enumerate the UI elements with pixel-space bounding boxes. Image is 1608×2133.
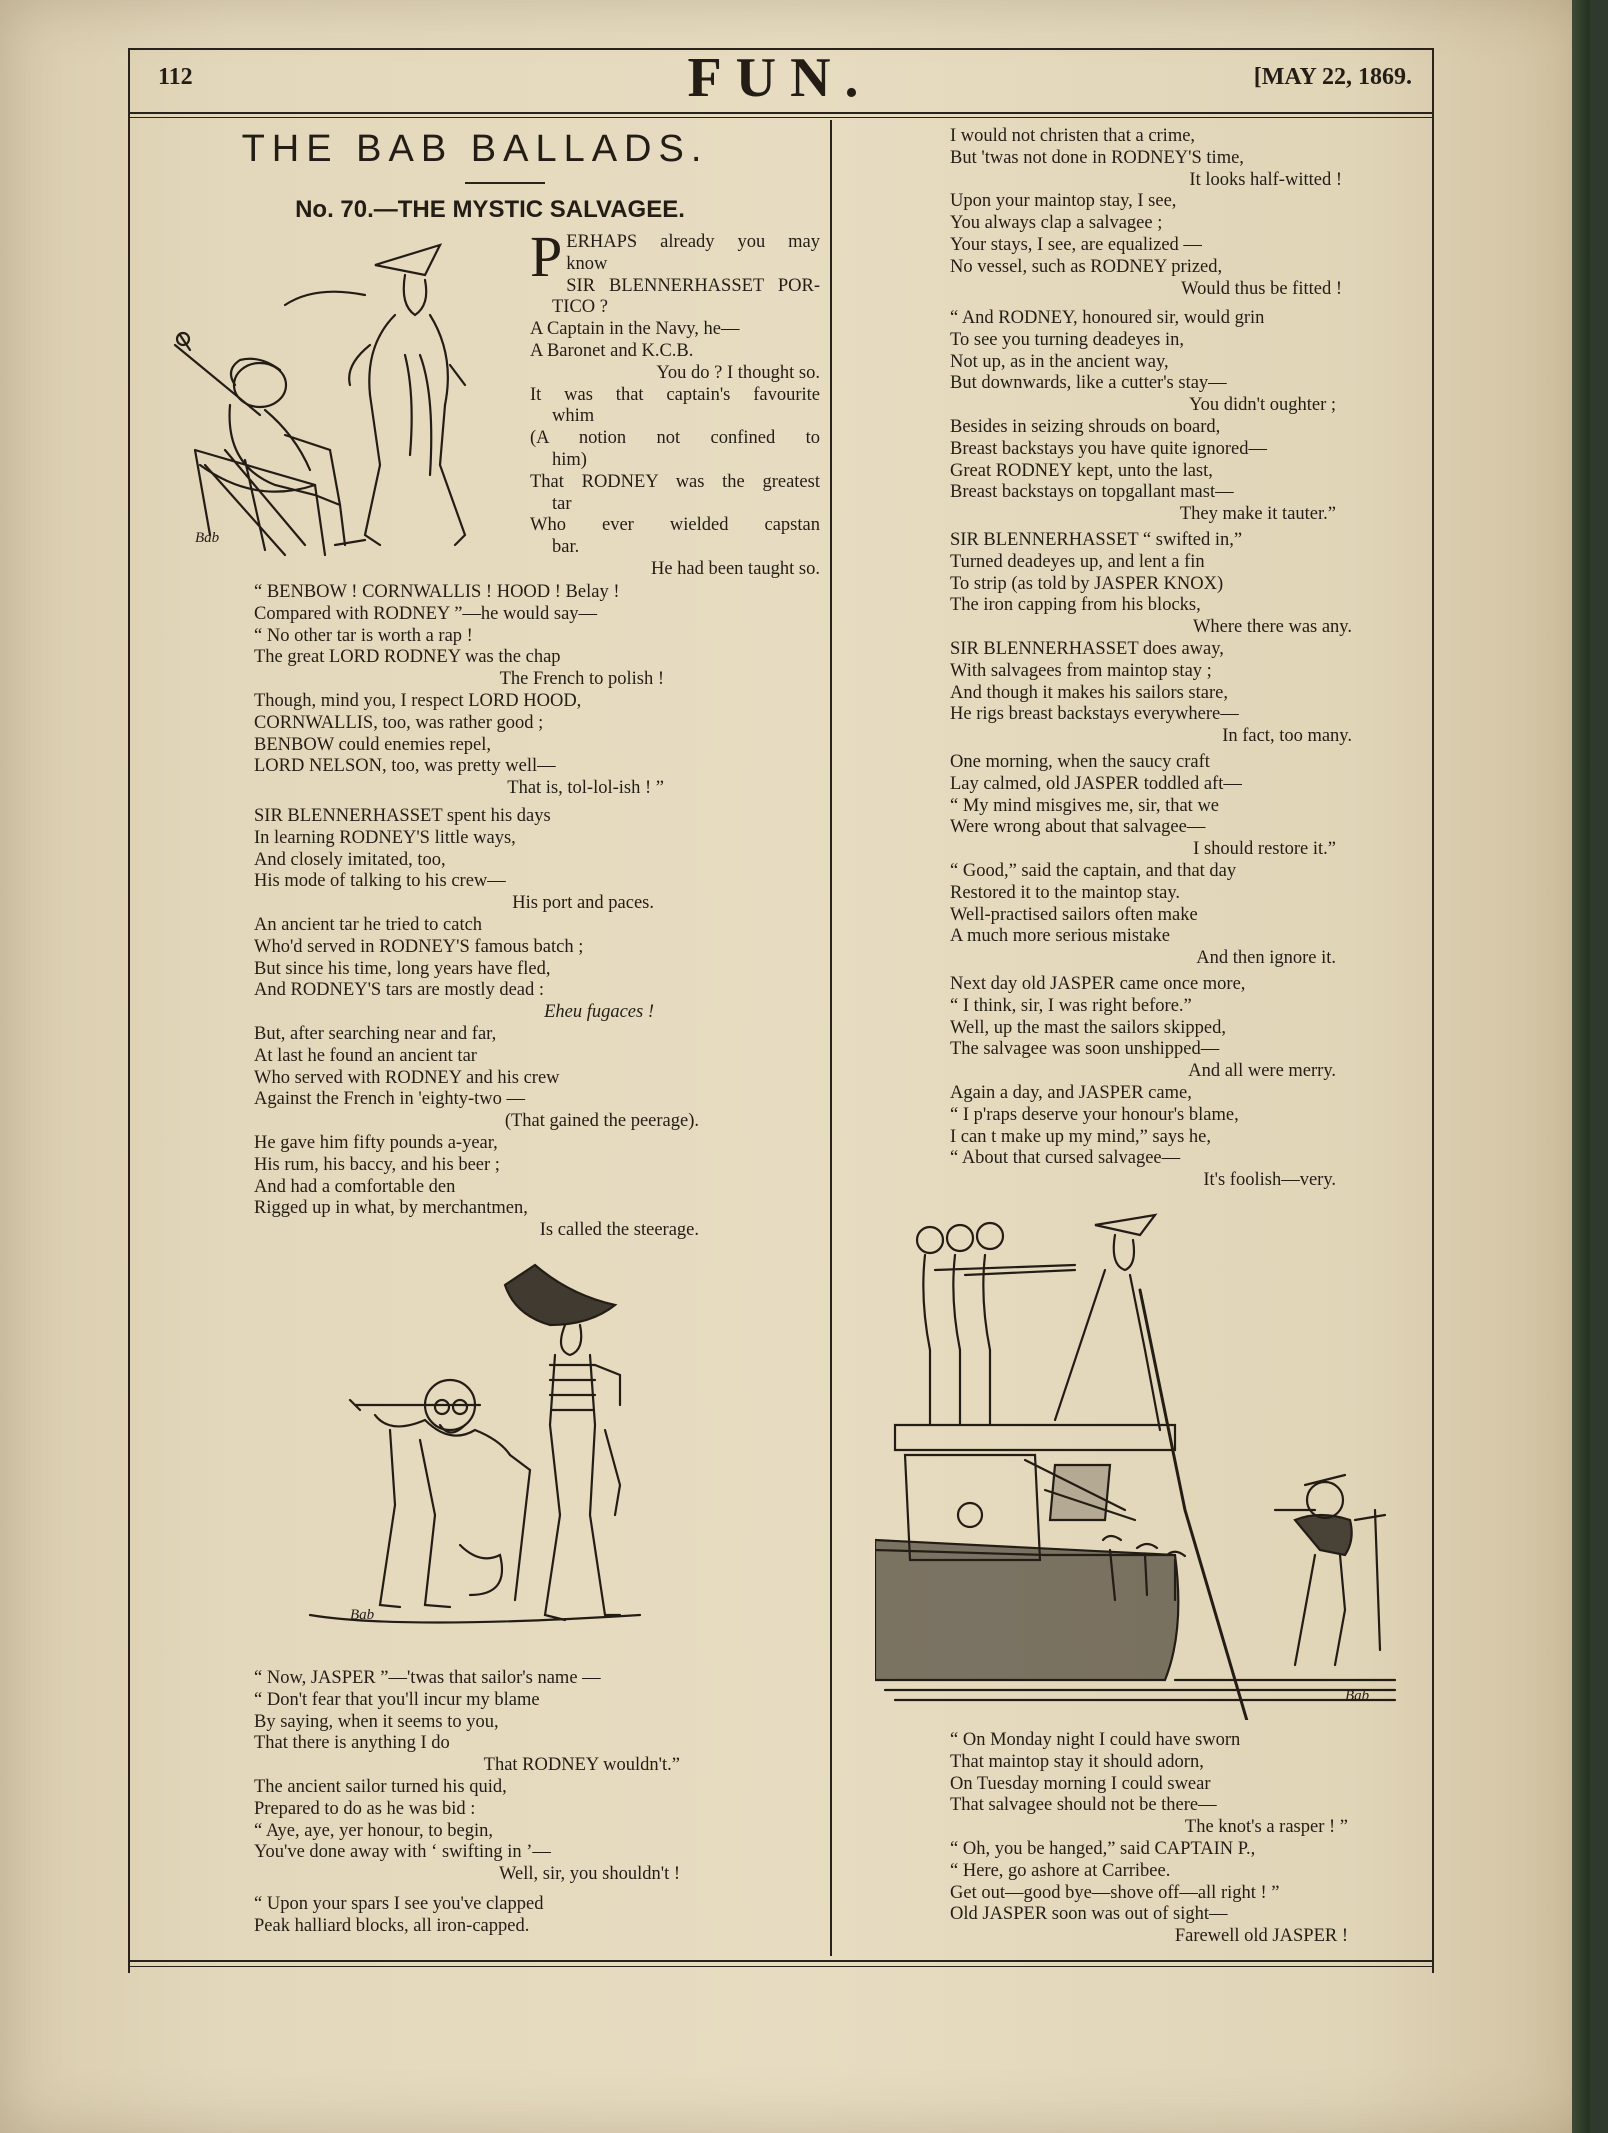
verse-line: [950, 1817, 1348, 1839]
verse-text: Rigged up in what, by merchantmen,: [254, 1198, 528, 1219]
verse-line: [950, 996, 1336, 1018]
verse-line: [254, 1111, 699, 1133]
verse-line: [950, 308, 1336, 330]
verse-line: [530, 559, 820, 581]
verse-line: [530, 494, 820, 516]
stanza: [254, 582, 664, 800]
verse-text: And though it makes his sailors stare,: [950, 682, 1228, 703]
verse-line: [254, 980, 654, 1002]
verse-line: [530, 319, 820, 341]
verse-line: [950, 148, 1342, 170]
verse-text: Were wrong about that salvagee—: [950, 817, 1206, 838]
verse-text: You've done away with ‘ swifting in ’—: [254, 1842, 551, 1863]
verse-line: [950, 461, 1336, 483]
verse-text: But downwards, like a cutter's stay—: [950, 373, 1227, 394]
stanza: [950, 530, 1352, 748]
verse-text: Who'd served in RODNEY'S famous batch ;: [254, 936, 584, 957]
frame-rule: [1432, 48, 1434, 1973]
verse-line: [254, 1024, 699, 1046]
verse-text: “ Here, go ashore at Carribee.: [950, 1860, 1171, 1881]
illustration-captain-and-sailor: [165, 235, 525, 565]
footer-rule: [128, 1966, 1433, 1967]
verse-line: [950, 395, 1336, 417]
verse-line: [950, 839, 1336, 861]
verse-line: [950, 126, 1342, 148]
verse-text: It's foolish—very.: [1203, 1170, 1336, 1191]
verse-text: TICO ?: [552, 297, 608, 318]
verse-line: [950, 1083, 1336, 1105]
verse-text: He had been taught so.: [650, 558, 820, 579]
verse-text: Not up, as in the ancient way,: [950, 351, 1169, 372]
verse-text: Your stays, I see, are equalized —: [950, 234, 1202, 255]
verse-text: By saying, when it seems to you,: [254, 1711, 499, 1732]
verse-text: That maintop stay it should adorn,: [950, 1751, 1204, 1772]
verse-text: I should restore it.”: [1193, 839, 1336, 860]
verse-text: (That gained the peerage).: [504, 1111, 699, 1132]
verse-text: BENBOW could enemies repel,: [254, 734, 492, 755]
verse-line: [950, 439, 1336, 461]
verse-text: Well-practised sailors often make: [950, 904, 1198, 925]
verse-text: Compared with RODNEY ”—he would say—: [254, 603, 598, 624]
verse-text: whim: [552, 406, 595, 427]
verse-line: [530, 515, 820, 537]
verse-text: His mode of talking to his crew—: [254, 871, 506, 892]
stanza: [950, 126, 1342, 300]
verse-line: [530, 537, 820, 559]
verse-text: It was that captain's favourite: [530, 384, 820, 405]
verse-text: Though, mind you, I respect LORD HOOD,: [254, 690, 582, 711]
verse-text: And then ignore it.: [1196, 948, 1336, 969]
verse-line: [254, 1712, 680, 1734]
verse-line: [254, 756, 664, 778]
verse-line: [254, 1864, 680, 1886]
verse-line: [950, 974, 1336, 996]
verse-line: [530, 472, 820, 494]
stanza: [950, 752, 1336, 970]
verse-line: [950, 1039, 1336, 1061]
verse-line: [950, 639, 1352, 661]
verse-text: him): [552, 449, 587, 470]
verse-text: “ And RODNEY, honoured sir, would grin: [950, 308, 1265, 328]
verse-text: Old JASPER soon was out of sight—: [950, 1904, 1228, 1925]
verse-text: I would not christen that a crime,: [950, 126, 1196, 146]
verse-text: bar.: [552, 537, 580, 558]
verse-line: [950, 1795, 1348, 1817]
verse-line: [254, 1821, 680, 1843]
issue-date: [MAY 22, 1869.: [1253, 64, 1412, 90]
verse-text: Against the French in 'eighty-two —: [254, 1089, 526, 1110]
verse-line: [254, 806, 654, 828]
verse-text: He gave him fifty pounds a-year,: [254, 1132, 498, 1153]
verse-line: [950, 883, 1336, 905]
verse-text: The French to polish !: [499, 669, 664, 690]
verse-text: know: [566, 253, 608, 274]
verse-line: [254, 1002, 654, 1024]
stanza: [950, 1730, 1348, 1948]
verse-text: Who served with RODNEY and his crew: [254, 1067, 560, 1088]
verse-text: “ Oh, you be hanged,” said CAPTAIN P.,: [950, 1838, 1256, 1859]
verse-text: “ Don't fear that you'll incur my blame: [254, 1689, 540, 1710]
verse-line: [254, 669, 664, 691]
verse-line: [950, 279, 1342, 301]
verse-text: Farewell old JASPER !: [1174, 1926, 1348, 1947]
verse-line: [254, 850, 654, 872]
verse-line: [254, 1777, 680, 1799]
verse-line: [950, 661, 1352, 683]
verse-text: Turned deadeyes up, and lent a fin: [950, 551, 1205, 572]
stanza: [530, 224, 820, 581]
verse-text: The ancient sailor turned his quid,: [254, 1776, 507, 1797]
verse-line: [530, 385, 820, 407]
verse-line: [950, 1883, 1348, 1905]
verse-text: A much more serious mistake: [950, 926, 1170, 947]
verse-line: [950, 504, 1336, 526]
verse-text: Prepared to do as he was bid :: [254, 1798, 476, 1819]
verse-line: [254, 647, 664, 669]
verse-text: “ On Monday night I could have sworn: [950, 1730, 1241, 1750]
drop-cap: P: [530, 224, 563, 289]
verse-text: That is, tol-lol-ish ! ”: [507, 778, 664, 799]
verse-line: [254, 604, 664, 626]
verse-text: With salvagees from maintop stay ;: [950, 660, 1212, 681]
verse-line: [950, 948, 1336, 970]
verse-text: But, after searching near and far,: [254, 1024, 497, 1044]
verse-text: “ I p'raps deserve your honour's blame,: [950, 1104, 1239, 1125]
verse-line: [254, 1894, 654, 1916]
verse-line: [950, 417, 1336, 439]
verse-line: [254, 691, 664, 713]
verse-line: [254, 1133, 699, 1155]
verse-line: [254, 871, 654, 893]
verse-text: They make it tauter.”: [1179, 504, 1336, 525]
verse-text: Upon your maintop stay, I see,: [950, 191, 1177, 212]
verse-line: [530, 450, 820, 472]
verse-text: That there is anything I do: [254, 1733, 450, 1754]
verse-line: [950, 213, 1342, 235]
verse-text: Well, sir, you shouldn't !: [499, 1864, 680, 1885]
page-number: 112: [158, 64, 193, 90]
verse-text: You didn't oughter ;: [1189, 395, 1336, 416]
verse-line: [254, 626, 664, 648]
verse-text: A Baronet and K.C.B.: [530, 340, 694, 361]
verse-text: And had a comfortable den: [254, 1176, 456, 1197]
ballad-title: No. 70.—THE MYSTIC SALVAGEE.: [295, 196, 685, 223]
artist-signature: Bab: [1345, 1688, 1370, 1704]
verse-line: [950, 1904, 1348, 1926]
verse-text: An ancient tar he tried to catch: [254, 914, 483, 935]
title-rule: [465, 182, 545, 184]
verse-line: [950, 1730, 1348, 1752]
verse-text: That salvagee should not be there—: [950, 1795, 1217, 1816]
verse-text: Besides in seizing shrouds on board,: [950, 416, 1221, 437]
verse-text: SIR BLENNERHASSET POR-: [566, 275, 820, 296]
verse-line: [950, 1170, 1336, 1192]
verse-text: But 'twas not done in RODNEY'S time,: [950, 147, 1244, 168]
verse-text: In learning RODNEY'S little ways,: [254, 827, 516, 848]
verse-line: [254, 582, 664, 604]
verse-line: [254, 1690, 680, 1712]
verse-line: [254, 1046, 699, 1068]
verse-text: Peak halliard blocks, all iron-capped.: [254, 1915, 530, 1936]
verse-line: [254, 1220, 699, 1242]
verse-line: [950, 1105, 1336, 1127]
verse-text: I can t make up my mind,” says he,: [950, 1126, 1211, 1147]
verse-line: [950, 574, 1352, 596]
verse-text: The knot's a rasper ! ”: [1184, 1817, 1348, 1838]
verse-text: Eheu fugaces !: [544, 1002, 654, 1023]
stanza: [254, 1024, 699, 1242]
verse-text: One morning, when the saucy craft: [950, 752, 1210, 772]
verse-line: [950, 704, 1352, 726]
verse-line: [254, 1842, 680, 1864]
verse-line: [530, 406, 820, 428]
verse-line: [530, 254, 820, 276]
verse-text: SIR BLENNERHASSET does away,: [950, 638, 1224, 659]
verse-line: [950, 683, 1352, 705]
verse-text: LORD NELSON, too, was pretty well—: [254, 756, 556, 777]
verse-text: No vessel, such as RODNEY prized,: [950, 256, 1223, 277]
verse-text: tar: [552, 493, 572, 514]
verse-line: [950, 1752, 1348, 1774]
verse-text: (A notion not confined to: [530, 428, 820, 449]
verse-line: [254, 1755, 680, 1777]
verse-line: [950, 352, 1336, 374]
verse-line: [950, 482, 1336, 504]
verse-line: [950, 905, 1336, 927]
verse-line: [254, 893, 654, 915]
column-divider: [830, 120, 832, 1956]
verse-text: “ Good,” said the captain, and that day: [950, 860, 1237, 881]
stanza: [950, 974, 1336, 1192]
verse-line: [530, 363, 820, 385]
verse-line: [950, 796, 1336, 818]
verse-text: You do ? I thought so.: [656, 362, 820, 383]
verse-text: And RODNEY'S tars are mostly dead :: [254, 980, 545, 1001]
verse-text: Where there was any.: [1192, 617, 1352, 638]
verse-line: [254, 1916, 654, 1938]
verse-text: And closely imitated, too,: [254, 849, 446, 870]
verse-line: [950, 1127, 1336, 1149]
verse-text: “ About that cursed salvagee—: [950, 1148, 1181, 1169]
verse-line: [254, 1177, 699, 1199]
verse-line: [950, 1774, 1348, 1796]
verse-text: SIR BLENNERHASSET spent his days: [254, 806, 551, 826]
header-rule: [128, 112, 1433, 114]
verse-text: That RODNEY wouldn't.”: [483, 1755, 680, 1776]
verse-line: [950, 1148, 1336, 1170]
verse-text: Is called the steerage.: [539, 1220, 699, 1241]
verse-text: But since his time, long years have fled,: [254, 958, 551, 979]
verse-text: Would thus be fitted !: [1181, 278, 1342, 299]
verse-text: “ My mind misgives me, sir, that we: [950, 795, 1220, 816]
verse-text: He rigs breast backstays everywhere—: [950, 704, 1239, 725]
verse-text: “ Upon your spars I see you've clapped: [254, 1894, 544, 1914]
verse-text: The salvagee was soon unshipped—: [950, 1039, 1220, 1060]
verse-text: “ No other tar is worth a rap !: [254, 625, 473, 646]
verse-line: [254, 1733, 680, 1755]
verse-line: [950, 170, 1342, 192]
verse-line: [530, 341, 820, 363]
verse-text: On Tuesday morning I could swear: [950, 1773, 1211, 1794]
verse-line: [950, 235, 1342, 257]
verse-line: [530, 276, 820, 298]
verse-text: Who ever wielded capstan: [530, 515, 820, 536]
verse-line: [254, 778, 664, 800]
series-title: THE BAB BALLADS.: [241, 128, 709, 170]
verse-text: Great RODNEY kept, unto the last,: [950, 460, 1213, 481]
verse-text: A Captain in the Navy, he—: [530, 319, 740, 340]
stanza: [950, 308, 1336, 526]
verse-text: “ Now, JASPER ”—'twas that sailor's name —: [254, 1668, 601, 1688]
verse-text: “ BENBOW ! CORNWALLIS ! HOOD ! Belay !: [254, 582, 620, 602]
verse-text: “ Aye, aye, yer honour, to begin,: [254, 1820, 494, 1841]
verse-text: You always clap a salvagee ;: [950, 213, 1163, 234]
verse-line: [950, 373, 1336, 395]
artist-signature: Bab: [195, 530, 220, 546]
verse-text: Well, up the mast the sailors skipped,: [950, 1017, 1226, 1038]
verse-line: [254, 915, 654, 937]
verse-line: [950, 1861, 1348, 1883]
binding-spine: [1572, 0, 1590, 2133]
verse-text: Get out—good bye—shove off—all right ! ”: [950, 1882, 1280, 1903]
header-rule: [128, 117, 1433, 118]
frame-rule: [128, 48, 130, 1973]
verse-line: [950, 1839, 1348, 1861]
verse-line: [254, 1799, 680, 1821]
verse-line: [254, 959, 654, 981]
verse-text: In fact, too many.: [1222, 726, 1352, 747]
verse-text: Again a day, and JASPER came,: [950, 1082, 1192, 1103]
verse-line: [254, 1089, 699, 1111]
verse-line: [254, 1198, 699, 1220]
footer-rule: [128, 1960, 1433, 1962]
verse-text: Breast backstays you have quite ignored—: [950, 438, 1267, 459]
verse-text: The iron capping from his blocks,: [950, 595, 1201, 616]
artist-signature: Bab: [350, 1607, 375, 1623]
verse-text: At last he found an ancient tar: [254, 1045, 477, 1066]
verse-line: [950, 926, 1336, 948]
verse-text: His port and paces.: [512, 893, 654, 914]
verse-line: [950, 774, 1336, 796]
verse-text: To strip (as told by JASPER KNOX): [950, 573, 1224, 594]
verse-line: [950, 1926, 1348, 1948]
verse-text: ERHAPS already you may: [566, 232, 820, 252]
verse-line: [254, 828, 654, 850]
verse-line: [254, 735, 664, 757]
verse-text: Next day old JASPER came once more,: [950, 974, 1246, 994]
verse-text: “ I think, sir, I was right before.”: [950, 995, 1192, 1016]
verse-line: [950, 1018, 1336, 1040]
stanza: [254, 1668, 680, 1886]
verse-line: [530, 297, 820, 319]
verse-line: [950, 861, 1336, 883]
stanza: [254, 1894, 654, 1938]
verse-line: [254, 937, 654, 959]
verse-line: [950, 1061, 1336, 1083]
verse-line: [950, 617, 1352, 639]
verse-line: [950, 530, 1352, 552]
verse-text: His rum, his baccy, and his beer ;: [254, 1154, 500, 1175]
verse-text: It looks half-witted !: [1189, 169, 1342, 190]
masthead: FUN.: [687, 47, 873, 109]
verse-line: [950, 726, 1352, 748]
verse-line: [254, 713, 664, 735]
verse-text: Breast backstays on topgallant mast—: [950, 482, 1234, 503]
verse-text: And all were merry.: [1188, 1061, 1336, 1082]
verse-text: CORNWALLIS, too, was rather good ;: [254, 712, 544, 733]
verse-line: [950, 330, 1336, 352]
verse-line: [950, 257, 1342, 279]
verse-line: [950, 595, 1352, 617]
verse-line: [254, 1068, 699, 1090]
verse-line: [950, 552, 1352, 574]
verse-line: [950, 752, 1336, 774]
verse-line: [530, 428, 820, 450]
illustration-jasper-and-captain: [300, 1255, 660, 1645]
verse-line: [254, 1668, 680, 1690]
verse-text: SIR BLENNERHASSET “ swifted in,”: [950, 530, 1243, 550]
verse-text: Lay calmed, old JASPER toddled aft—: [950, 773, 1242, 794]
stanza: [254, 806, 654, 1024]
verse-line: [254, 1155, 699, 1177]
verse-line: [950, 191, 1342, 213]
verse-text: The great LORD RODNEY was the chap: [254, 647, 561, 668]
verse-text: To see you turning deadeyes in,: [950, 329, 1185, 350]
verse-text: Restored it to the maintop stay.: [950, 882, 1181, 903]
verse-text: That RODNEY was the greatest: [530, 471, 820, 492]
illustration-ship-and-sailors: [875, 1210, 1405, 1720]
verse-line: [950, 817, 1336, 839]
